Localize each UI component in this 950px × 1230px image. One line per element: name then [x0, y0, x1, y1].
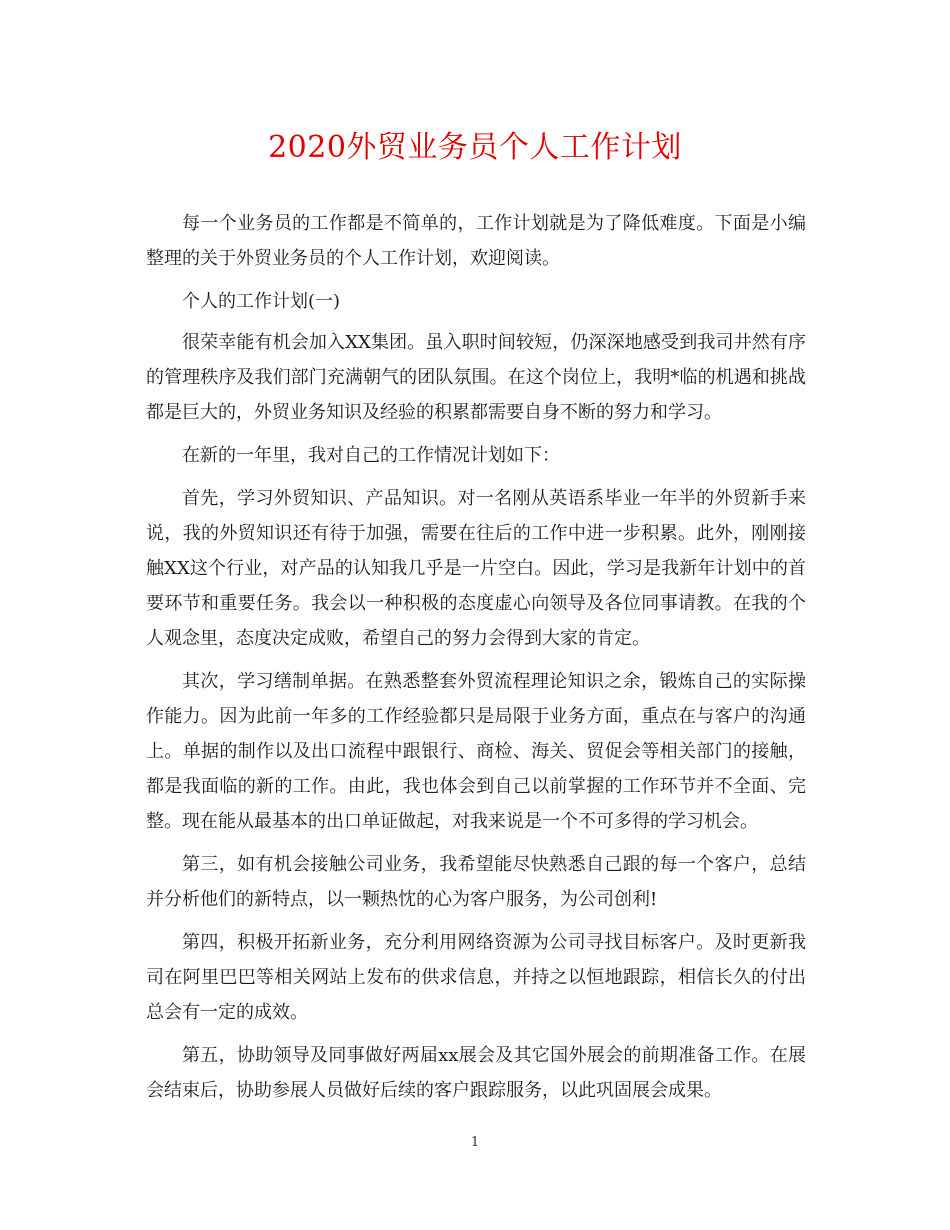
intro-paragraph: 每一个业务员的工作都是不简单的，工作计划就是为了降低难度。下面是小编整理的关于外贸业务员的个人工作计划，欢迎阅读。 — [146, 213, 806, 269]
document-body — [146, 206, 806, 1116]
paragraph-fifth: 第五，协助领导及同事做好两届xx展会及其它国外展会的前期准备工作。在展会结束后，协助参展人员做好后续的客户跟踪服务，以此巩固展会成果。 — [146, 1045, 806, 1101]
paragraph-join-company: 很荣幸能有机会加入XX集团。虽入职时间较短，仍深深地感受到我司井然有序的管理秩序及我们部门充满朝气的团队氛围。在这个岗位上，我明*临的机遇和挑战都是巨大的，外贸业务知识及经验的积累都需要自身不断的努力和学习。 — [146, 332, 806, 423]
section-heading: 个人的工作计划(一) — [182, 291, 341, 312]
paragraph-first: 首先，学习外贸知识、产品知识。对一名刚从英语系毕业一年半的外贸新手来说，我的外贸知识还有待于加强，需要在往后的工作中进一步积累。此外，刚刚接触XX这个行业，对产品的认知我几乎是一片空白。因此，学习是我新年计划中的首要环节和重要任务。我会以一种积极的态度虚心向领导及各位同事请教。在我的个人观念里，态度决定成败，希望自己的努力会得到大家的肯定。 — [146, 488, 806, 649]
page-number: 1 — [470, 1135, 480, 1150]
document-title: 2020外贸业务员个人工作计划 — [268, 130, 682, 165]
paragraph-second: 其次，学习缮制单据。在熟悉整套外贸流程理论知识之余，锻炼自己的实际操作能力。因为此前一年多的工作经验都只是局限于业务方面，重点在与客户的沟通上。单据的制作以及出口流程中跟银行、商检、海关、贸促会等相关部门的接触，都是我面临的新的工作。由此，我也体会到自己以前掌握的工作环节并不全面、完整。现在能从最基本的出口单证做起，对我来说是一个不可多得的学习机会。 — [146, 671, 806, 832]
paragraph-third: 第三，如有机会接触公司业务，我希望能尽快熟悉自己跟的每一个客户，总结并分析他们的新特点，以一颗热忱的心为客户服务，为公司创利! — [146, 854, 806, 910]
paragraph-plan-intro: 在新的一年里，我对自己的工作情况计划如下： — [182, 445, 560, 466]
paragraph-fourth: 第四，积极开拓新业务，充分利用网络资源为公司寻找目标客户。及时更新我司在阿里巴巴等相关网站上发布的供求信息，并持之以恒地跟踪，相信长久的付出总会有一定的成效。 — [146, 932, 806, 1023]
